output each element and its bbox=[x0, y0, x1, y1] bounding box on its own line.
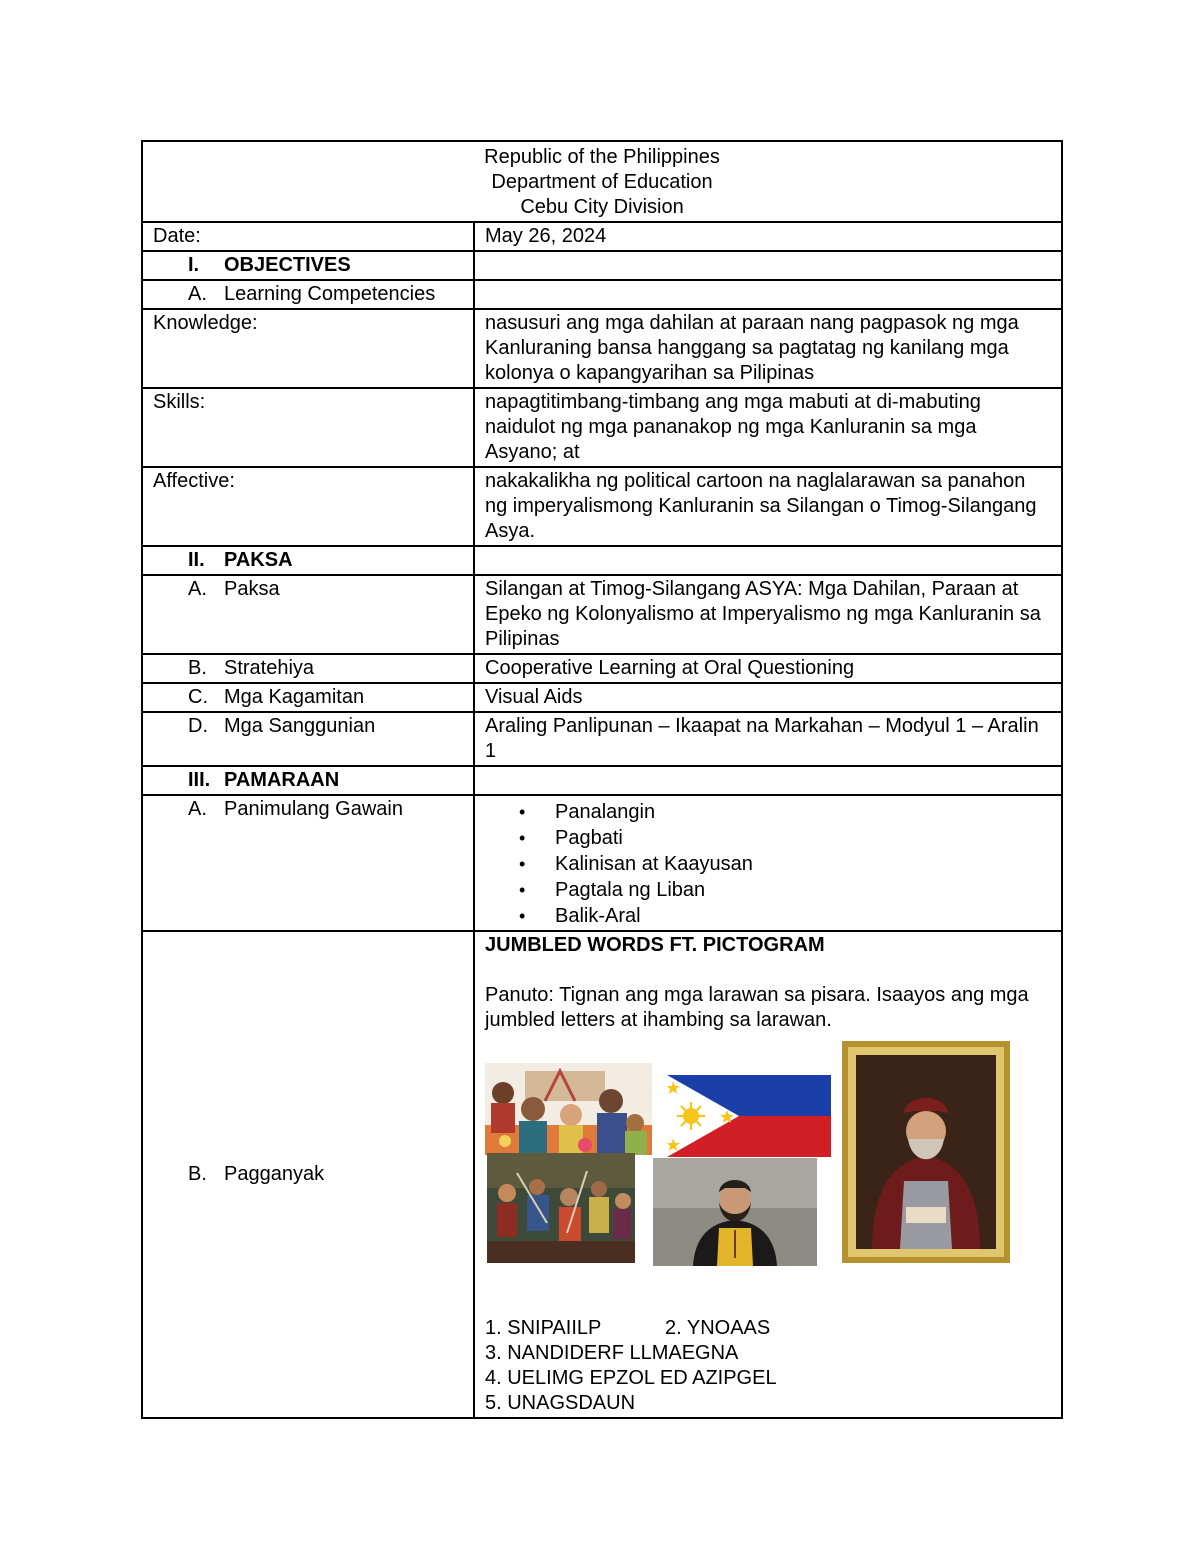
lesson-plan-table bbox=[141, 140, 1063, 1419]
jumbled-word-2: 2. YNOAAS bbox=[665, 1317, 771, 1339]
paksa-item-label-cell bbox=[142, 575, 474, 654]
pagganyak-num: B. bbox=[188, 1163, 207, 1185]
paksa-item-value: Silangan at Timog-Silangang ASYA: Mga Dahilan, Paraan at Epeko ng Kolonyalismo at Imperyalismo ng mga Kanluranin sa Pilipinas bbox=[474, 575, 1062, 654]
jumbled-word-3: 3. NANDIDERF LLMAEGNA bbox=[485, 1342, 739, 1364]
kagamitan-label: Mga Kagamitan bbox=[224, 686, 365, 708]
paksa-empty bbox=[474, 546, 1062, 575]
panimulang-num: A. bbox=[188, 798, 207, 820]
date-value: May 26, 2024 bbox=[474, 222, 1062, 251]
pagganyak-label-cell bbox=[142, 931, 474, 1418]
lc-empty bbox=[474, 280, 1062, 309]
panimulang-gawain-list-cell bbox=[474, 795, 1062, 931]
kagamitan-value: Visual Aids bbox=[474, 683, 1062, 712]
paksa-item-num: A. bbox=[188, 578, 207, 600]
objectives-title: OBJECTIVES bbox=[224, 254, 351, 276]
sanggunian-label: Mga Sanggunian bbox=[224, 715, 376, 737]
kagamitan-num: C. bbox=[188, 686, 208, 708]
objectives-heading bbox=[142, 251, 474, 280]
stratehiya-row bbox=[142, 654, 1062, 683]
battle-painting-image bbox=[487, 1153, 635, 1263]
framed-portrait-image bbox=[842, 1041, 1010, 1263]
panimulang-gawain-label-cell bbox=[142, 795, 474, 931]
paksa-heading bbox=[142, 546, 474, 575]
filipino-people-collage-image bbox=[485, 1063, 652, 1155]
pamaraan-empty bbox=[474, 766, 1062, 795]
panimulang-gawain-list bbox=[485, 799, 1051, 929]
objectives-row bbox=[142, 251, 1062, 280]
paksa-item-row bbox=[142, 575, 1062, 654]
philippine-flag-image bbox=[667, 1075, 831, 1157]
stratehiya-label: Stratehiya bbox=[224, 657, 315, 679]
paksa-item-label: Paksa bbox=[224, 578, 280, 600]
header-cell bbox=[142, 141, 1062, 222]
learning-competencies-row bbox=[142, 280, 1062, 309]
stratehiya-num: B. bbox=[188, 657, 207, 679]
list-item: • Kalinisan at Kaayusan bbox=[555, 851, 1051, 877]
explorer-portrait-image bbox=[653, 1158, 817, 1266]
list-item: • Pagbati bbox=[555, 825, 1051, 851]
header-deped: Department of Education bbox=[491, 171, 713, 193]
skills-label: Skills: bbox=[142, 388, 474, 467]
jumbled-words bbox=[485, 1316, 1051, 1416]
knowledge-label: Knowledge: bbox=[142, 309, 474, 388]
lc-title: Learning Competencies bbox=[224, 283, 436, 305]
lc-num: A. bbox=[188, 283, 207, 305]
picture-area bbox=[485, 1041, 1051, 1296]
sanggunian-value: Araling Panlipunan – Ikaapat na Markahan – Modyul 1 – Aralin 1 bbox=[474, 712, 1062, 766]
list-item: • Balik-Aral bbox=[555, 903, 1051, 929]
kagamitan-row bbox=[142, 683, 1062, 712]
paksa-row bbox=[142, 546, 1062, 575]
activity-title: JUMBLED WORDS FT. PICTOGRAM bbox=[485, 934, 825, 956]
list-item: • Panalangin bbox=[555, 799, 1051, 825]
date-row bbox=[142, 222, 1062, 251]
list-item: • Pagtala ng Liban bbox=[555, 877, 1051, 903]
affective-value: nakakalikha ng political cartoon na naglalarawan sa panahon ng imperyalismong Kanluranin sa Silangan o Timog-Silangang Asya. bbox=[474, 467, 1062, 546]
sanggunian-label-cell bbox=[142, 712, 474, 766]
skills-value: napagtitimbang-timbang ang mga mabuti at di-mabuting naidulot ng mga pananakop ng mga Kanluranin sa mga Asyano; at bbox=[474, 388, 1062, 467]
skills-row bbox=[142, 388, 1062, 467]
sanggunian-row bbox=[142, 712, 1062, 766]
jumbled-word-1: 1. SNIPAIILP bbox=[485, 1317, 602, 1339]
pagganyak-label: Pagganyak bbox=[224, 1163, 325, 1185]
learning-competencies-heading bbox=[142, 280, 474, 309]
objectives-empty bbox=[474, 251, 1062, 280]
paksa-title: PAKSA bbox=[224, 549, 293, 571]
stratehiya-value: Cooperative Learning at Oral Questioning bbox=[474, 654, 1062, 683]
sanggunian-num: D. bbox=[188, 715, 208, 737]
pamaraan-title: PAMARAAN bbox=[224, 769, 340, 791]
knowledge-row bbox=[142, 309, 1062, 388]
word-line-1 bbox=[485, 1316, 1051, 1341]
pamaraan-row bbox=[142, 766, 1062, 795]
objectives-num: I. bbox=[188, 254, 200, 276]
stratehiya-label-cell bbox=[142, 654, 474, 683]
jumbled-word-5: 5. UNAGSDAUN bbox=[485, 1392, 636, 1414]
pagganyak-content-cell bbox=[474, 931, 1062, 1418]
panimulang-label: Panimulang Gawain bbox=[224, 798, 403, 820]
pamaraan-heading bbox=[142, 766, 474, 795]
knowledge-value: nasusuri ang mga dahilan at paraan nang pagpasok ng mga Kanluraning bansa hanggang sa pagtatag ng kanilang mga kolonya o kapangyarihan sa Pilipinas bbox=[474, 309, 1062, 388]
kagamitan-label-cell bbox=[142, 683, 474, 712]
panimulang-gawain-row bbox=[142, 795, 1062, 931]
affective-row bbox=[142, 467, 1062, 546]
header-republic: Republic of the Philippines bbox=[484, 146, 720, 168]
jumbled-word-4: 4. UELIMG EPZOL ED AZIPGEL bbox=[485, 1367, 777, 1389]
activity-instruction: Panuto: Tignan ang mga larawan sa pisara. Isaayos ang mga jumbled letters at ihambing sa larawan. bbox=[485, 984, 1029, 1031]
date-label: Date: bbox=[142, 222, 474, 251]
header-row bbox=[142, 141, 1062, 222]
paksa-num: II. bbox=[188, 549, 205, 571]
header-division: Cebu City Division bbox=[520, 196, 684, 218]
affective-label: Affective: bbox=[142, 467, 474, 546]
pagganyak-row bbox=[142, 931, 1062, 1418]
pamaraan-num: III. bbox=[188, 769, 211, 791]
